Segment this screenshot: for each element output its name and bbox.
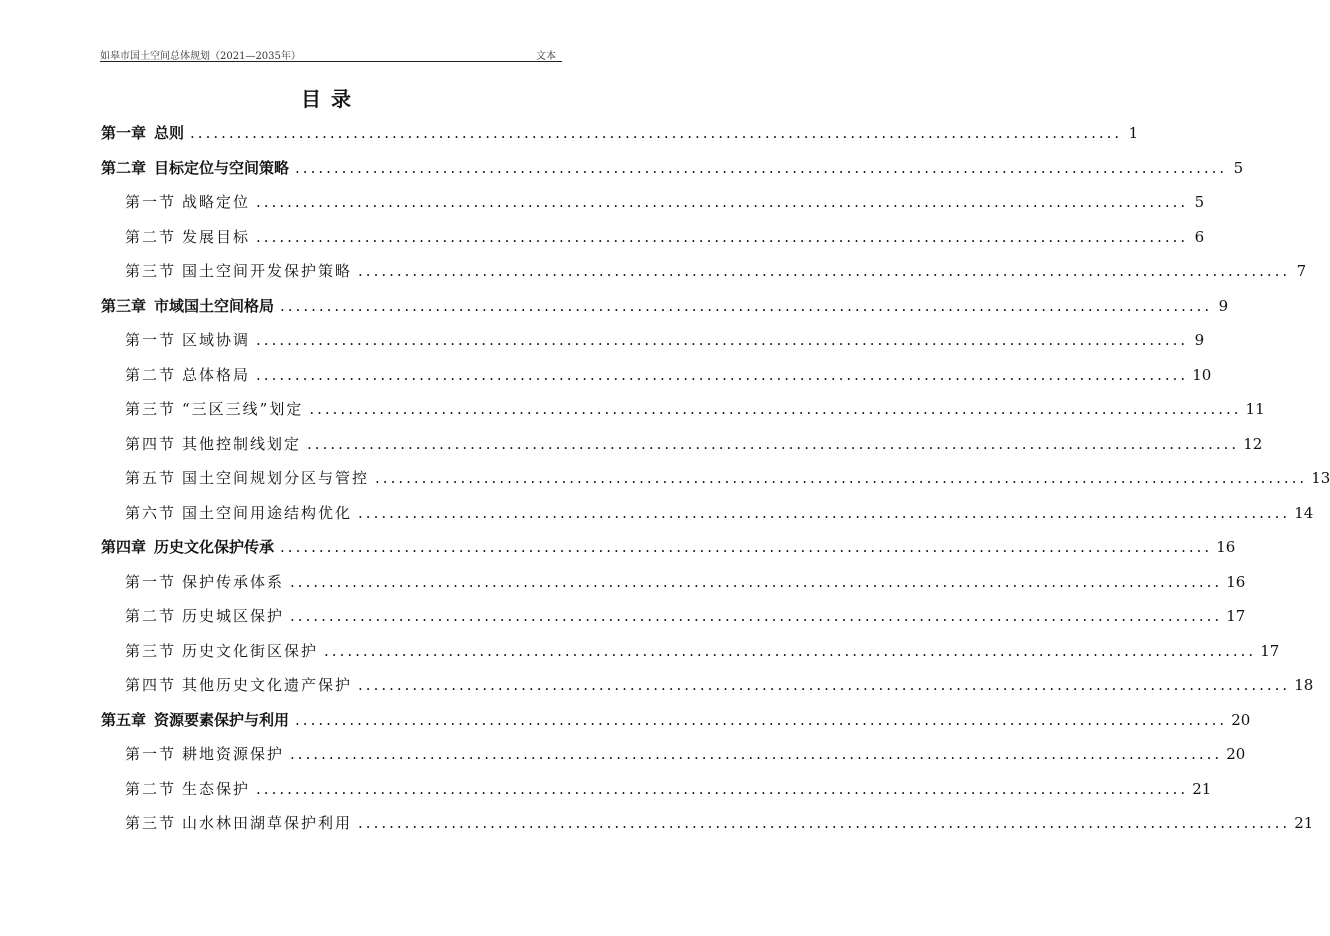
toc-leader-dots: ........................................................................................................................ [280,538,1213,556]
toc-entry-number: 第三节 [125,400,177,418]
toc-entry-label [125,599,284,634]
toc-leader-dots: ........................................................................................................................ [256,779,1189,798]
toc-entry-title: 国土空间规划分区与管控 [182,469,370,487]
toc-leader-dots: ........................................................................................................................ [256,331,1189,349]
toc-chapter-entry[interactable] [101,530,1236,565]
toc-chapter-entry[interactable] [101,703,1251,738]
toc-entry-title: 历史文化街区保护 [182,641,319,660]
toc-entry-number: 第六节 [125,503,177,522]
toc-page-number: 13 [1311,469,1330,487]
toc-chapter-entry[interactable] [101,289,1229,324]
toc-entry-title: 保护传承体系 [182,572,285,591]
toc-entry-label [125,185,250,220]
toc-section-entry[interactable] [101,461,1330,496]
toc-entry-number: 第三节 [125,262,177,280]
toc-page-number: 6 [1194,227,1205,246]
toc-entry-number: 第一节 [125,331,177,349]
toc-section-entry[interactable] [101,496,1314,531]
toc-section-entry[interactable] [101,427,1263,462]
toc-entry-number: 第三节 [125,641,177,660]
table-of-contents [101,116,1330,841]
toc-section-entry[interactable] [101,599,1246,634]
toc-page-number: 20 [1226,745,1246,763]
toc-entry-number: 第二节 [125,607,177,625]
toc-page-number: 10 [1192,365,1212,384]
toc-entry-label [125,772,250,807]
toc-leader-dots: ........................................................................................................................ [358,676,1291,694]
toc-chapter-entry[interactable] [101,116,1139,151]
toc-entry-number: 第五章 [101,710,147,729]
toc-page-number: 1 [1128,124,1139,142]
toc-entry-label [125,220,250,255]
toc-section-entry[interactable] [101,392,1265,427]
toc-section-entry[interactable] [101,565,1246,600]
toc-entry-label [125,392,303,427]
toc-leader-dots: ........................................................................................................................ [280,296,1213,315]
toc-entry-title: 资源要素保护与利用 [154,710,290,729]
toc-entry-title: 总则 [154,124,185,142]
toc-leader-dots: ........................................................................................................................ [290,607,1223,625]
toc-page-number: 5 [1194,193,1205,211]
toc-leader-dots: ........................................................................................................................ [375,469,1308,487]
toc-entry-title: 其他历史文化遗产保护 [182,676,353,694]
toc-page-number: 9 [1194,331,1205,349]
toc-leader-dots: ........................................................................................................................ [295,158,1228,177]
toc-entry-label [125,565,284,600]
toc-page-number: 21 [1294,814,1314,832]
toc-entry-label [125,806,352,841]
toc-entry-number: 第五节 [125,469,177,487]
toc-section-entry[interactable] [101,220,1205,255]
toc-entry-label [125,496,352,531]
toc-entry-title: 总体格局 [182,365,251,384]
toc-leader-dots: ........................................................................................................................ [358,503,1291,522]
toc-entry-label [125,254,352,289]
toc-section-entry[interactable] [101,806,1314,841]
toc-entry-title: 国土空间开发保护策略 [182,262,353,280]
toc-entry-number: 第二节 [125,365,177,384]
toc-entry-number: 第二节 [125,779,177,798]
toc-entry-number: 第一节 [125,193,177,211]
toc-page-number: 18 [1294,676,1314,694]
toc-entry-title: 市域国土空间格局 [154,296,275,315]
toc-entry-label [125,737,284,772]
toc-entry-label [125,634,318,669]
toc-entry-label [101,151,289,186]
toc-entry-label [101,703,289,738]
toc-leader-dots: ........................................................................................................................ [324,641,1257,660]
toc-entry-label [101,116,184,151]
toc-page-number: 14 [1294,503,1314,522]
toc-page-number: 11 [1245,400,1265,418]
toc-entry-label [125,323,250,358]
toc-leader-dots: ........................................................................................................................ [309,400,1242,418]
toc-leader-dots: ........................................................................................................................ [256,365,1189,384]
toc-leader-dots: ........................................................................................................................ [358,814,1291,832]
toc-entry-number: 第二节 [125,227,177,246]
toc-page-number: 5 [1233,158,1244,177]
toc-entry-number: 第一节 [125,572,177,591]
toc-entry-title: 区域协调 [182,331,251,349]
toc-leader-dots: ........................................................................................................................ [358,262,1291,280]
toc-section-entry[interactable] [101,772,1212,807]
toc-entry-number: 第二章 [101,158,147,177]
toc-leader-dots: ........................................................................................................................ [307,434,1240,453]
toc-entry-label [125,358,250,393]
toc-section-entry[interactable] [101,185,1205,220]
toc-page-number: 17 [1226,607,1246,625]
toc-entry-title: 目标定位与空间策略 [154,158,290,177]
toc-entry-number: 第三章 [101,296,147,315]
toc-section-entry[interactable] [101,634,1280,669]
toc-chapter-entry[interactable] [101,151,1244,186]
toc-page-number: 16 [1216,538,1236,556]
toc-page-number: 21 [1192,779,1212,798]
toc-entry-title: 生态保护 [182,779,251,798]
toc-section-entry[interactable] [101,323,1205,358]
page-header [100,44,562,62]
toc-entry-number: 第一节 [125,745,177,763]
toc-leader-dots: ........................................................................................................................ [290,745,1223,763]
toc-leader-dots: ........................................................................................................................ [256,193,1189,211]
toc-page-number: 17 [1260,641,1280,660]
toc-entry-number: 第一章 [101,124,147,142]
toc-entry-number: 第四节 [125,434,177,453]
toc-page-number: 20 [1231,710,1251,729]
toc-entry-title: 国土空间用途结构优化 [182,503,353,522]
toc-entry-label [125,461,369,496]
toc-entry-title: 战略定位 [182,193,251,211]
toc-leader-dots: ........................................................................................................................ [190,124,1123,142]
toc-entry-label [101,289,274,324]
toc-entry-title: 其他控制线划定 [182,434,302,453]
toc-page-number: 16 [1226,572,1246,591]
toc-title: 目录 [301,87,361,111]
toc-section-entry[interactable] [101,737,1246,772]
header-section-label: 文本 [536,51,556,62]
toc-section-entry[interactable] [101,668,1314,703]
toc-leader-dots: ........................................................................................................................ [256,227,1189,246]
toc-entry-label [125,668,352,703]
toc-entry-title: “三区三线”划定 [182,400,304,418]
toc-entry-number: 第四节 [125,676,177,694]
toc-entry-title: 历史城区保护 [182,607,285,625]
toc-entry-label [101,530,274,565]
toc-entry-label [125,427,301,462]
toc-page-number: 9 [1218,296,1229,315]
toc-leader-dots: ........................................................................................................................ [290,572,1223,591]
toc-entry-number: 第三节 [125,814,177,832]
toc-entry-title: 发展目标 [182,227,251,246]
toc-page-number: 12 [1243,434,1263,453]
toc-entry-number: 第四章 [101,538,147,556]
header-document-title: 如皋市国土空间总体规划（2021—2035年） [100,51,301,62]
toc-leader-dots: ........................................................................................................................ [295,710,1228,729]
toc-entry-title: 山水林田湖草保护利用 [182,814,353,832]
toc-entry-title: 历史文化保护传承 [154,538,275,556]
toc-section-entry[interactable] [101,254,1307,289]
toc-section-entry[interactable] [101,358,1212,393]
toc-page-number: 7 [1296,262,1307,280]
toc-entry-title: 耕地资源保护 [182,745,285,763]
